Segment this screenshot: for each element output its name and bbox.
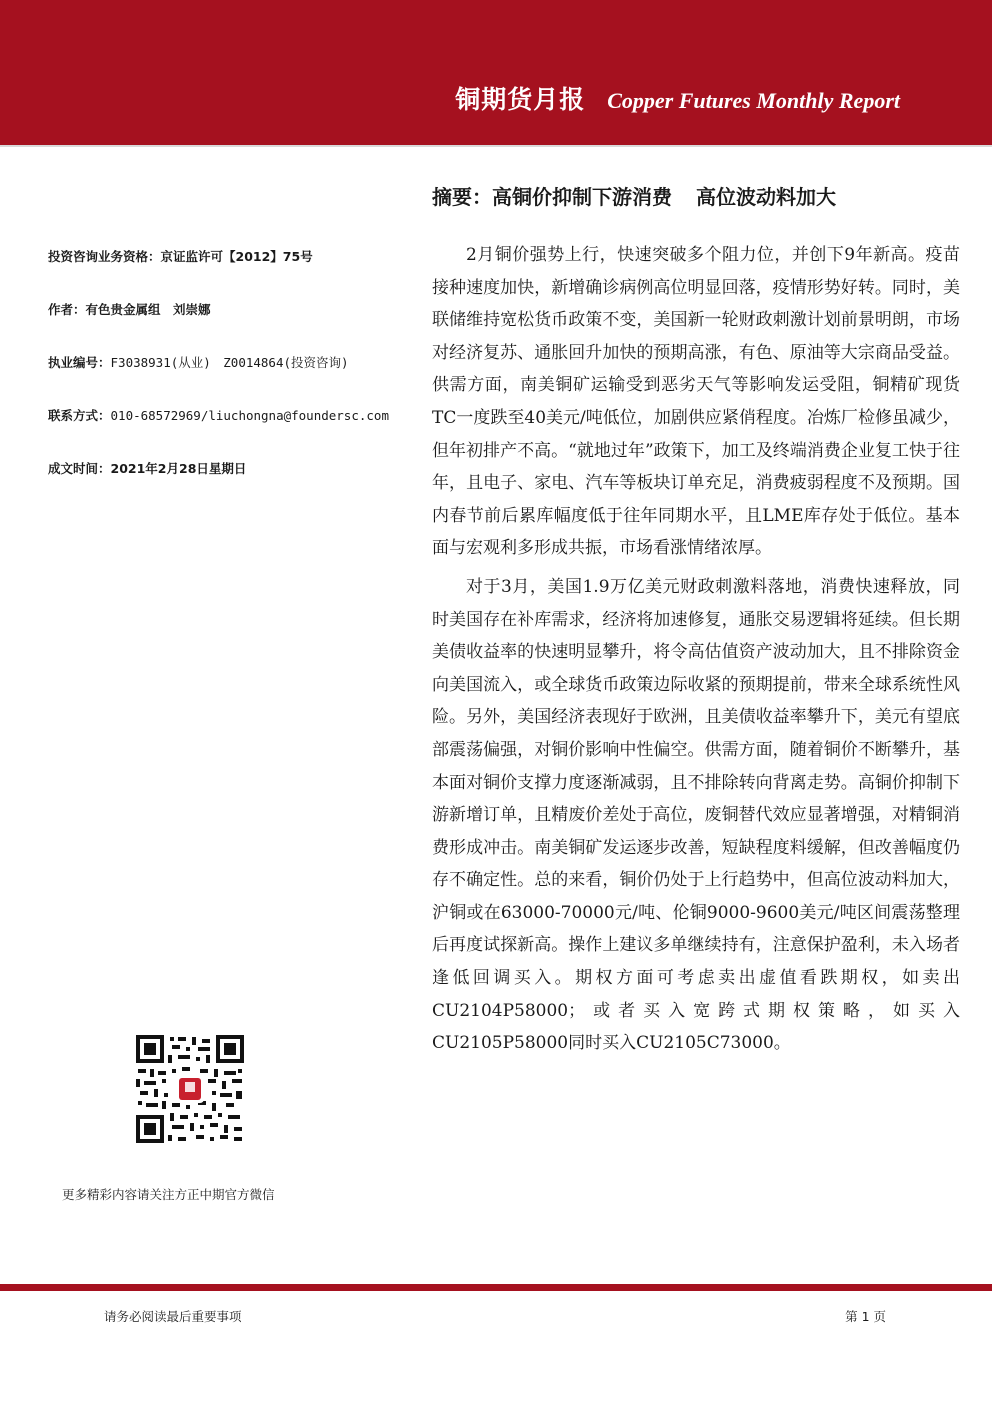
report-title-en: Copper Futures Monthly Report	[607, 88, 900, 113]
footer-divider	[0, 1284, 992, 1291]
summary-label: 摘要：	[432, 185, 492, 209]
license-line	[48, 247, 418, 300]
wechat-qr-code	[134, 1033, 246, 1145]
header-divider	[0, 145, 992, 147]
cert-value: F3038931(从业) Z0014864(投资咨询)	[110, 355, 349, 370]
cert-line	[48, 353, 418, 406]
summary-part-2: 高位波动料加大	[696, 185, 836, 209]
summary-heading	[432, 181, 952, 210]
body-paragraph-1: 2月铜价强势上行，快速突破多个阻力位，并创下9年新高。疫苗接种速度加快，新增确诊病例高位明显回落，疫情形势好转。同时，美联储维持宽松货币政策不变，美国新一轮财政刺激计划前景明朗，市场对经济复苏、通胀回升加快的预期高涨，有色、原油等大宗商品受益。供需方面，南美铜矿运输受到恶劣天气等影响发运受阻，铜精矿现货TC一度跌至40美元/吨低位，加剧供应紧俏程度。冶炼厂检修虽减少，但年初排产不高。“就地过年”政策下，加工及终端消费企业复工快于往年，且电子、家电、汽车等板块订单充足，消费疲弱程度不及预期。国内春节前后累库幅度低于往年同期水平，且LME库存处于低位。基本面与宏观利多形成共振，市场看涨情绪浓厚。	[432, 245, 960, 559]
qr-caption: 更多精彩内容请关注方正中期官方微信	[62, 1187, 275, 1202]
report-title	[455, 80, 900, 120]
summary-part-1: 高铜价抑制下游消费	[492, 185, 672, 209]
date-label: 成文时间：	[48, 461, 111, 476]
author-label: 作者：	[48, 302, 86, 317]
contact-line	[48, 406, 418, 459]
date-line	[48, 459, 418, 512]
author-line	[48, 300, 418, 353]
contact-value: 010-68572969/liuchongna@foundersc.com	[110, 408, 389, 423]
author-value: 有色贵金属组 刘崇娜	[85, 302, 211, 317]
license-label: 投资咨询业务资格：	[48, 249, 161, 264]
license-value: 京证监许可【2012】75号	[160, 249, 313, 264]
date-value: 2021年2月28日星期日	[110, 461, 247, 476]
header-banner	[0, 0, 992, 145]
page-number: 第 1 页	[845, 1309, 886, 1324]
report-title-cn: 铜期货月报	[455, 85, 586, 114]
contact-label: 联系方式：	[48, 408, 111, 423]
footer-disclaimer: 请务必阅读最后重要事项	[104, 1309, 242, 1324]
author-info	[48, 247, 418, 512]
body-paragraph-2: 对于3月，美国1.9万亿美元财政刺激料落地，消费快速释放，同时美国存在补库需求，经济将加速修复，通胀交易逻辑将延续。但长期美债收益率的快速明显攀升，将令高估值资产波动加大，且不排除资金向美国流入，或全球货币政策边际收紧的预期提前，带来全球系统性风险。另外，美国经济表现好于欧洲，且美债收益率攀升下，美元有望底部震荡偏强，对铜价影响中性偏空。供需方面，随着铜价不断攀升，基本面对铜价支撑力度逐渐减弱，且不排除转向背离走势。高铜价抑制下游新增订单，且精废价差处于高位，废铜替代效应显著增强，对精铜消费形成冲击。南美铜矿发运逐步改善，短缺程度料缓解，但改善幅度仍存不确定性。总的来看，铜价仍处于上行趋势中，但高位波动料加大，沪铜或在63000-70000元/吨、伦铜9000-9600美元/吨区间震荡整理后再度试探新高。操作上建议多单继续持有，注意保护盈利，未入场者逢低回调买入。期权方面可考虑卖出虚值看跌期权，如卖出CU2104P58000；或者买入宽跨式期权策略，如买入CU2105P58000同时买入CU2105C73000。	[432, 576, 960, 1054]
cert-label: 执业编号：	[48, 355, 111, 370]
report-body	[432, 239, 960, 1060]
